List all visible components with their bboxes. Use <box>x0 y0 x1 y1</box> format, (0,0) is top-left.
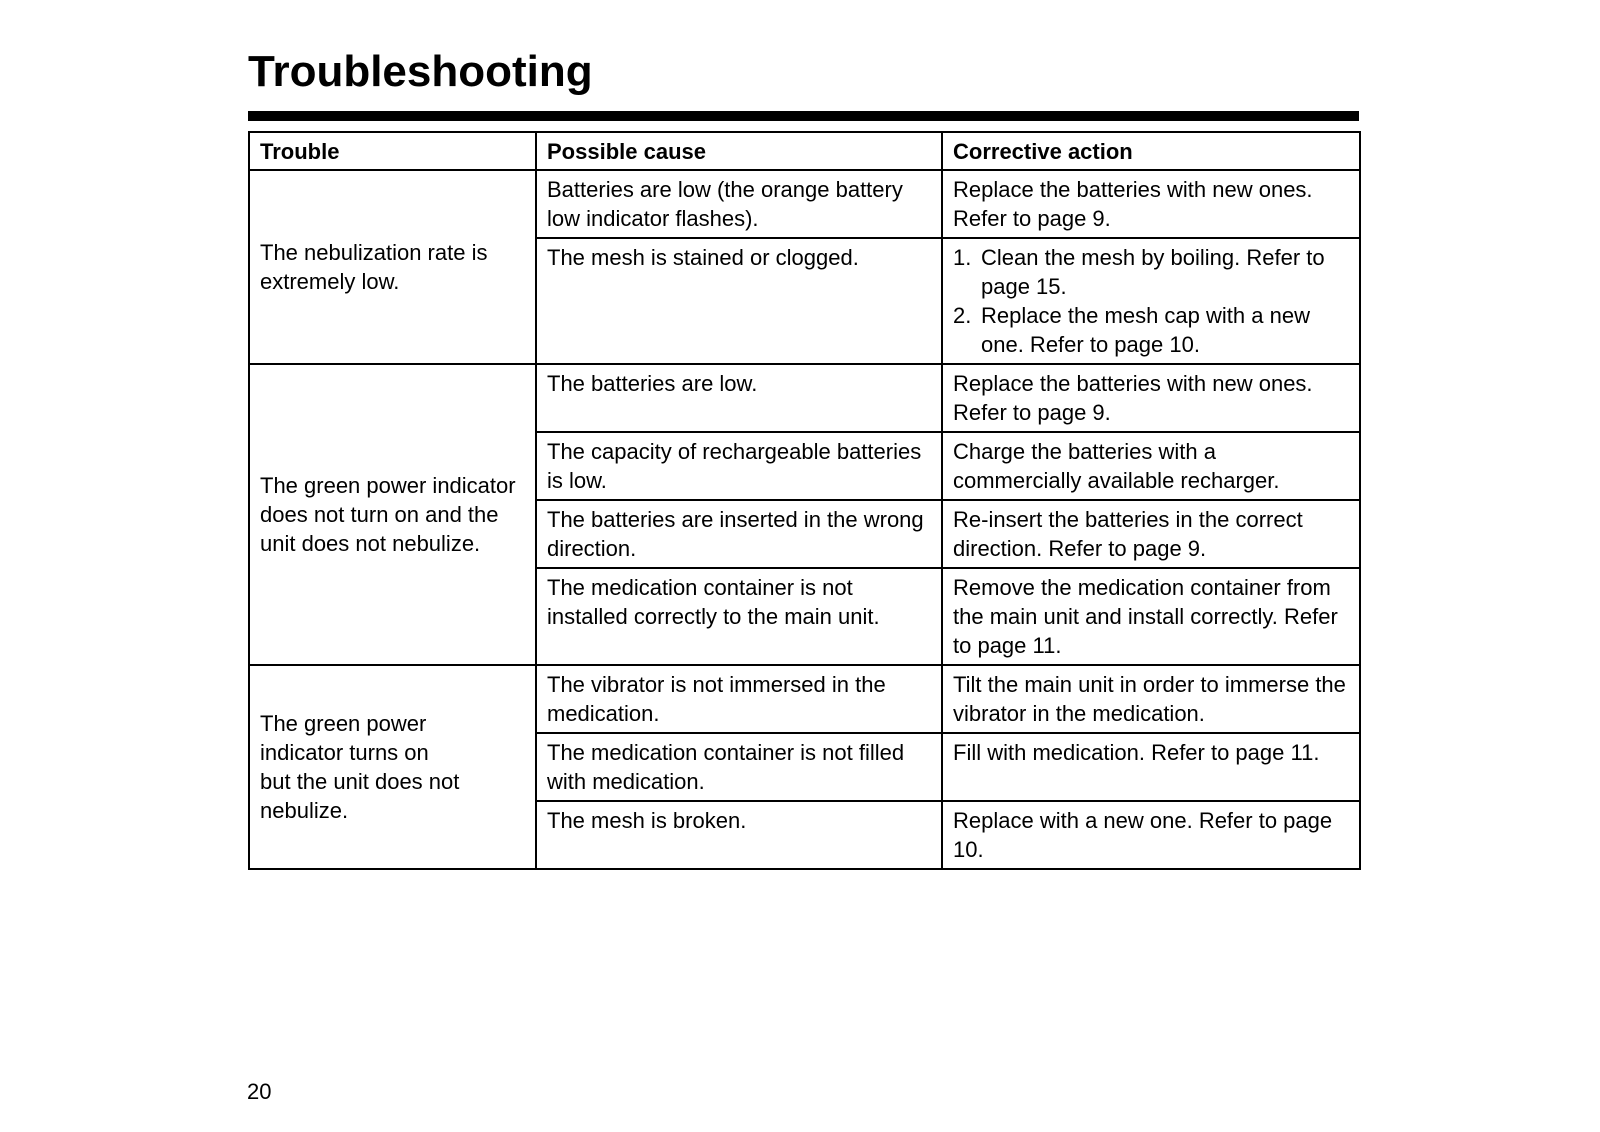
trouble-cell <box>249 665 536 869</box>
action-cell: Charge the batteries with a commercially available recharger. <box>942 432 1360 500</box>
action-cell: Tilt the main unit in order to immerse the vibrator in the medication. <box>942 665 1360 733</box>
trouble-line: indicator turns on <box>260 740 429 765</box>
table-row <box>249 170 1360 238</box>
page-number: 20 <box>247 1079 272 1104</box>
step-text: Clean the mesh by boiling. Refer to page 15. <box>981 245 1325 299</box>
header-possible-cause: Possible cause <box>536 132 942 170</box>
cause-cell: The batteries are inserted in the wrong direction. <box>536 500 942 568</box>
trouble-cell: The green power indicator does not turn on and the unit does not nebulize. <box>249 364 536 665</box>
trouble-line: nebulize. <box>260 798 349 823</box>
action-cell: Replace the batteries with new ones. Refer to page 9. <box>942 170 1360 238</box>
title-rule <box>248 111 1359 121</box>
cause-cell: The batteries are low. <box>536 364 942 432</box>
trouble-line: but the unit does not <box>260 769 460 794</box>
trouble-line: The green power <box>260 711 427 736</box>
cause-cell: The medication container is not installed correctly to the main unit. <box>536 568 942 665</box>
action-cell: Replace with a new one. Refer to page 10. <box>942 801 1360 869</box>
action-cell: Fill with medication. Refer to page 11. <box>942 733 1360 801</box>
step-number: 2. <box>953 303 972 328</box>
page-title: Troubleshooting <box>248 47 593 96</box>
troubleshooting-table <box>248 131 1361 870</box>
action-cell: Replace the batteries with new ones. Refer to page 9. <box>942 364 1360 432</box>
step-text: Replace the mesh cap with a new one. Refer to page 10. <box>981 303 1310 357</box>
header-trouble: Trouble <box>249 132 536 170</box>
table-header-row <box>249 132 1360 170</box>
action-steps-list <box>953 243 1349 359</box>
cause-cell: The vibrator is not immersed in the medication. <box>536 665 942 733</box>
cause-cell: The mesh is stained or clogged. <box>536 238 942 364</box>
header-corrective-action: Corrective action <box>942 132 1360 170</box>
trouble-cell: The nebulization rate is extremely low. <box>249 170 536 364</box>
table-row <box>249 364 1360 432</box>
action-cell <box>942 238 1360 364</box>
cause-cell: The mesh is broken. <box>536 801 942 869</box>
action-cell: Re-insert the batteries in the correct direction. Refer to page 9. <box>942 500 1360 568</box>
cause-cell: Batteries are low (the orange battery low indicator flashes). <box>536 170 942 238</box>
cause-cell: The medication container is not filled with medication. <box>536 733 942 801</box>
action-step <box>953 243 1349 301</box>
cause-cell: The capacity of rechargeable batteries is low. <box>536 432 942 500</box>
table-row <box>249 665 1360 733</box>
step-number: 1. <box>953 245 972 270</box>
action-cell: Remove the medication container from the main unit and install correctly. Refer to page 11. <box>942 568 1360 665</box>
action-step <box>953 301 1349 359</box>
